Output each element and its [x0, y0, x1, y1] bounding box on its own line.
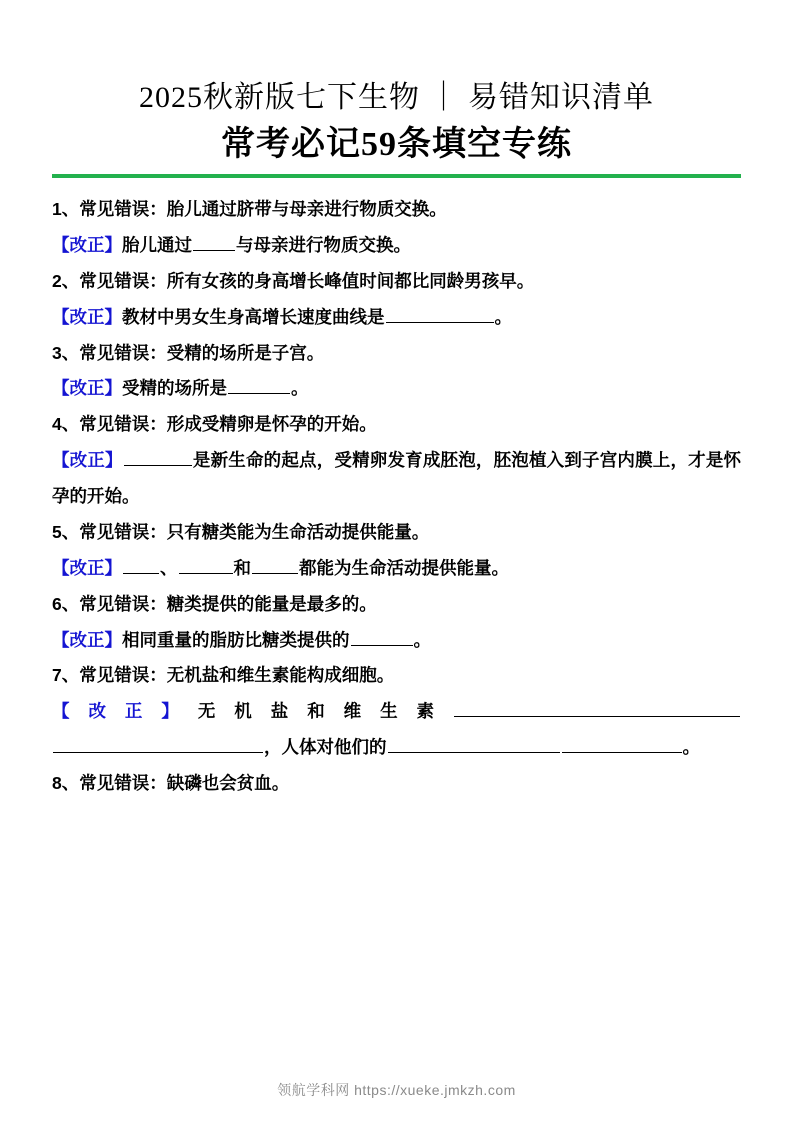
page-title-line2: 常考必记59条填空专练 [221, 125, 572, 163]
correction-text-before: 无机盐和维生素 [197, 701, 454, 722]
item-error-1: 1、常见错误：胎儿通过脐带与母亲进行物质交换。 [52, 199, 447, 220]
correction-text-mid: ，人体对他们的 [264, 737, 387, 758]
item-correction-6 [52, 623, 741, 659]
correction-text-after: 是新生命的起点，受精卵发育成胚泡，胚泡植入到子宫内膜上，才是怀孕的开始。 [52, 450, 742, 507]
fill-blank[interactable] [179, 554, 233, 573]
correction-text-after: 。 [494, 306, 512, 327]
content-body [52, 192, 741, 802]
fill-blank[interactable] [228, 375, 290, 394]
item-correction-5 [52, 551, 741, 587]
item-error-5: 5、常见错误：只有糖类能为生命活动提供能量。 [52, 521, 430, 542]
correction-text-before: 受精的场所是 [122, 378, 227, 399]
item-error-7: 7、常见错误：无机盐和维生素能构成细胞。 [52, 665, 395, 686]
fill-blank[interactable] [252, 554, 298, 573]
correction-text-before: 相同重量的脂肪比糖类提供的 [122, 629, 350, 650]
item-correction-2 [52, 300, 741, 336]
item-error-6: 6、常见错误：糖类提供的能量是最多的。 [52, 593, 377, 614]
fill-blank[interactable] [388, 734, 560, 753]
correction-tag: 【改正】 [52, 629, 122, 650]
item-error-8: 8、常见错误：缺磷也会贫血。 [52, 773, 290, 794]
correction-separator-2: 和 [233, 557, 251, 578]
correction-separator-1: 、 [160, 557, 178, 578]
footer-watermark: 领航学科网 https://xueke.jmkzh.com [277, 1082, 516, 1098]
fill-blank[interactable] [386, 303, 494, 322]
title-divider [52, 174, 741, 178]
correction-tag: 【改正】 [52, 378, 122, 399]
fill-blank[interactable] [53, 734, 263, 753]
correction-text-after: 。 [413, 629, 431, 650]
correction-tag: 【改正】 [52, 234, 122, 255]
fill-blank[interactable] [562, 734, 682, 753]
correction-tag: 【改正】 [52, 450, 123, 471]
correction-text-after: 。 [291, 378, 309, 399]
fill-blank[interactable] [351, 626, 413, 645]
fill-blank[interactable] [124, 447, 192, 466]
fill-blank[interactable] [454, 698, 740, 717]
page-title-line1: 2025秋新版七下生物 ｜ 易错知识清单 [139, 81, 654, 114]
fill-blank[interactable] [123, 554, 159, 573]
correction-text-before: 教材中男女生身高增长速度曲线是 [122, 306, 385, 327]
item-error-4: 4、常见错误：形成受精卵是怀孕的开始。 [52, 414, 377, 435]
item-error-3: 3、常见错误：受精的场所是子宫。 [52, 342, 325, 363]
correction-text-after: 与母亲进行物质交换。 [236, 234, 411, 255]
correction-text-after: 。 [682, 737, 700, 758]
fill-blank[interactable] [193, 232, 235, 251]
correction-tag: 【改正】 [52, 701, 198, 722]
item-correction-1 [52, 228, 741, 264]
item-correction-7 [52, 694, 741, 766]
correction-tag: 【改正】 [52, 557, 122, 578]
correction-text-before: 胎儿通过 [122, 234, 192, 255]
item-correction-4 [52, 443, 741, 515]
item-error-2: 2、常见错误：所有女孩的身高增长峰值时间都比同龄男孩早。 [52, 270, 535, 291]
item-correction-3 [52, 371, 741, 407]
correction-text-after: 都能为生命活动提供能量。 [299, 557, 509, 578]
correction-tag: 【改正】 [52, 306, 122, 327]
title-block [52, 78, 741, 168]
